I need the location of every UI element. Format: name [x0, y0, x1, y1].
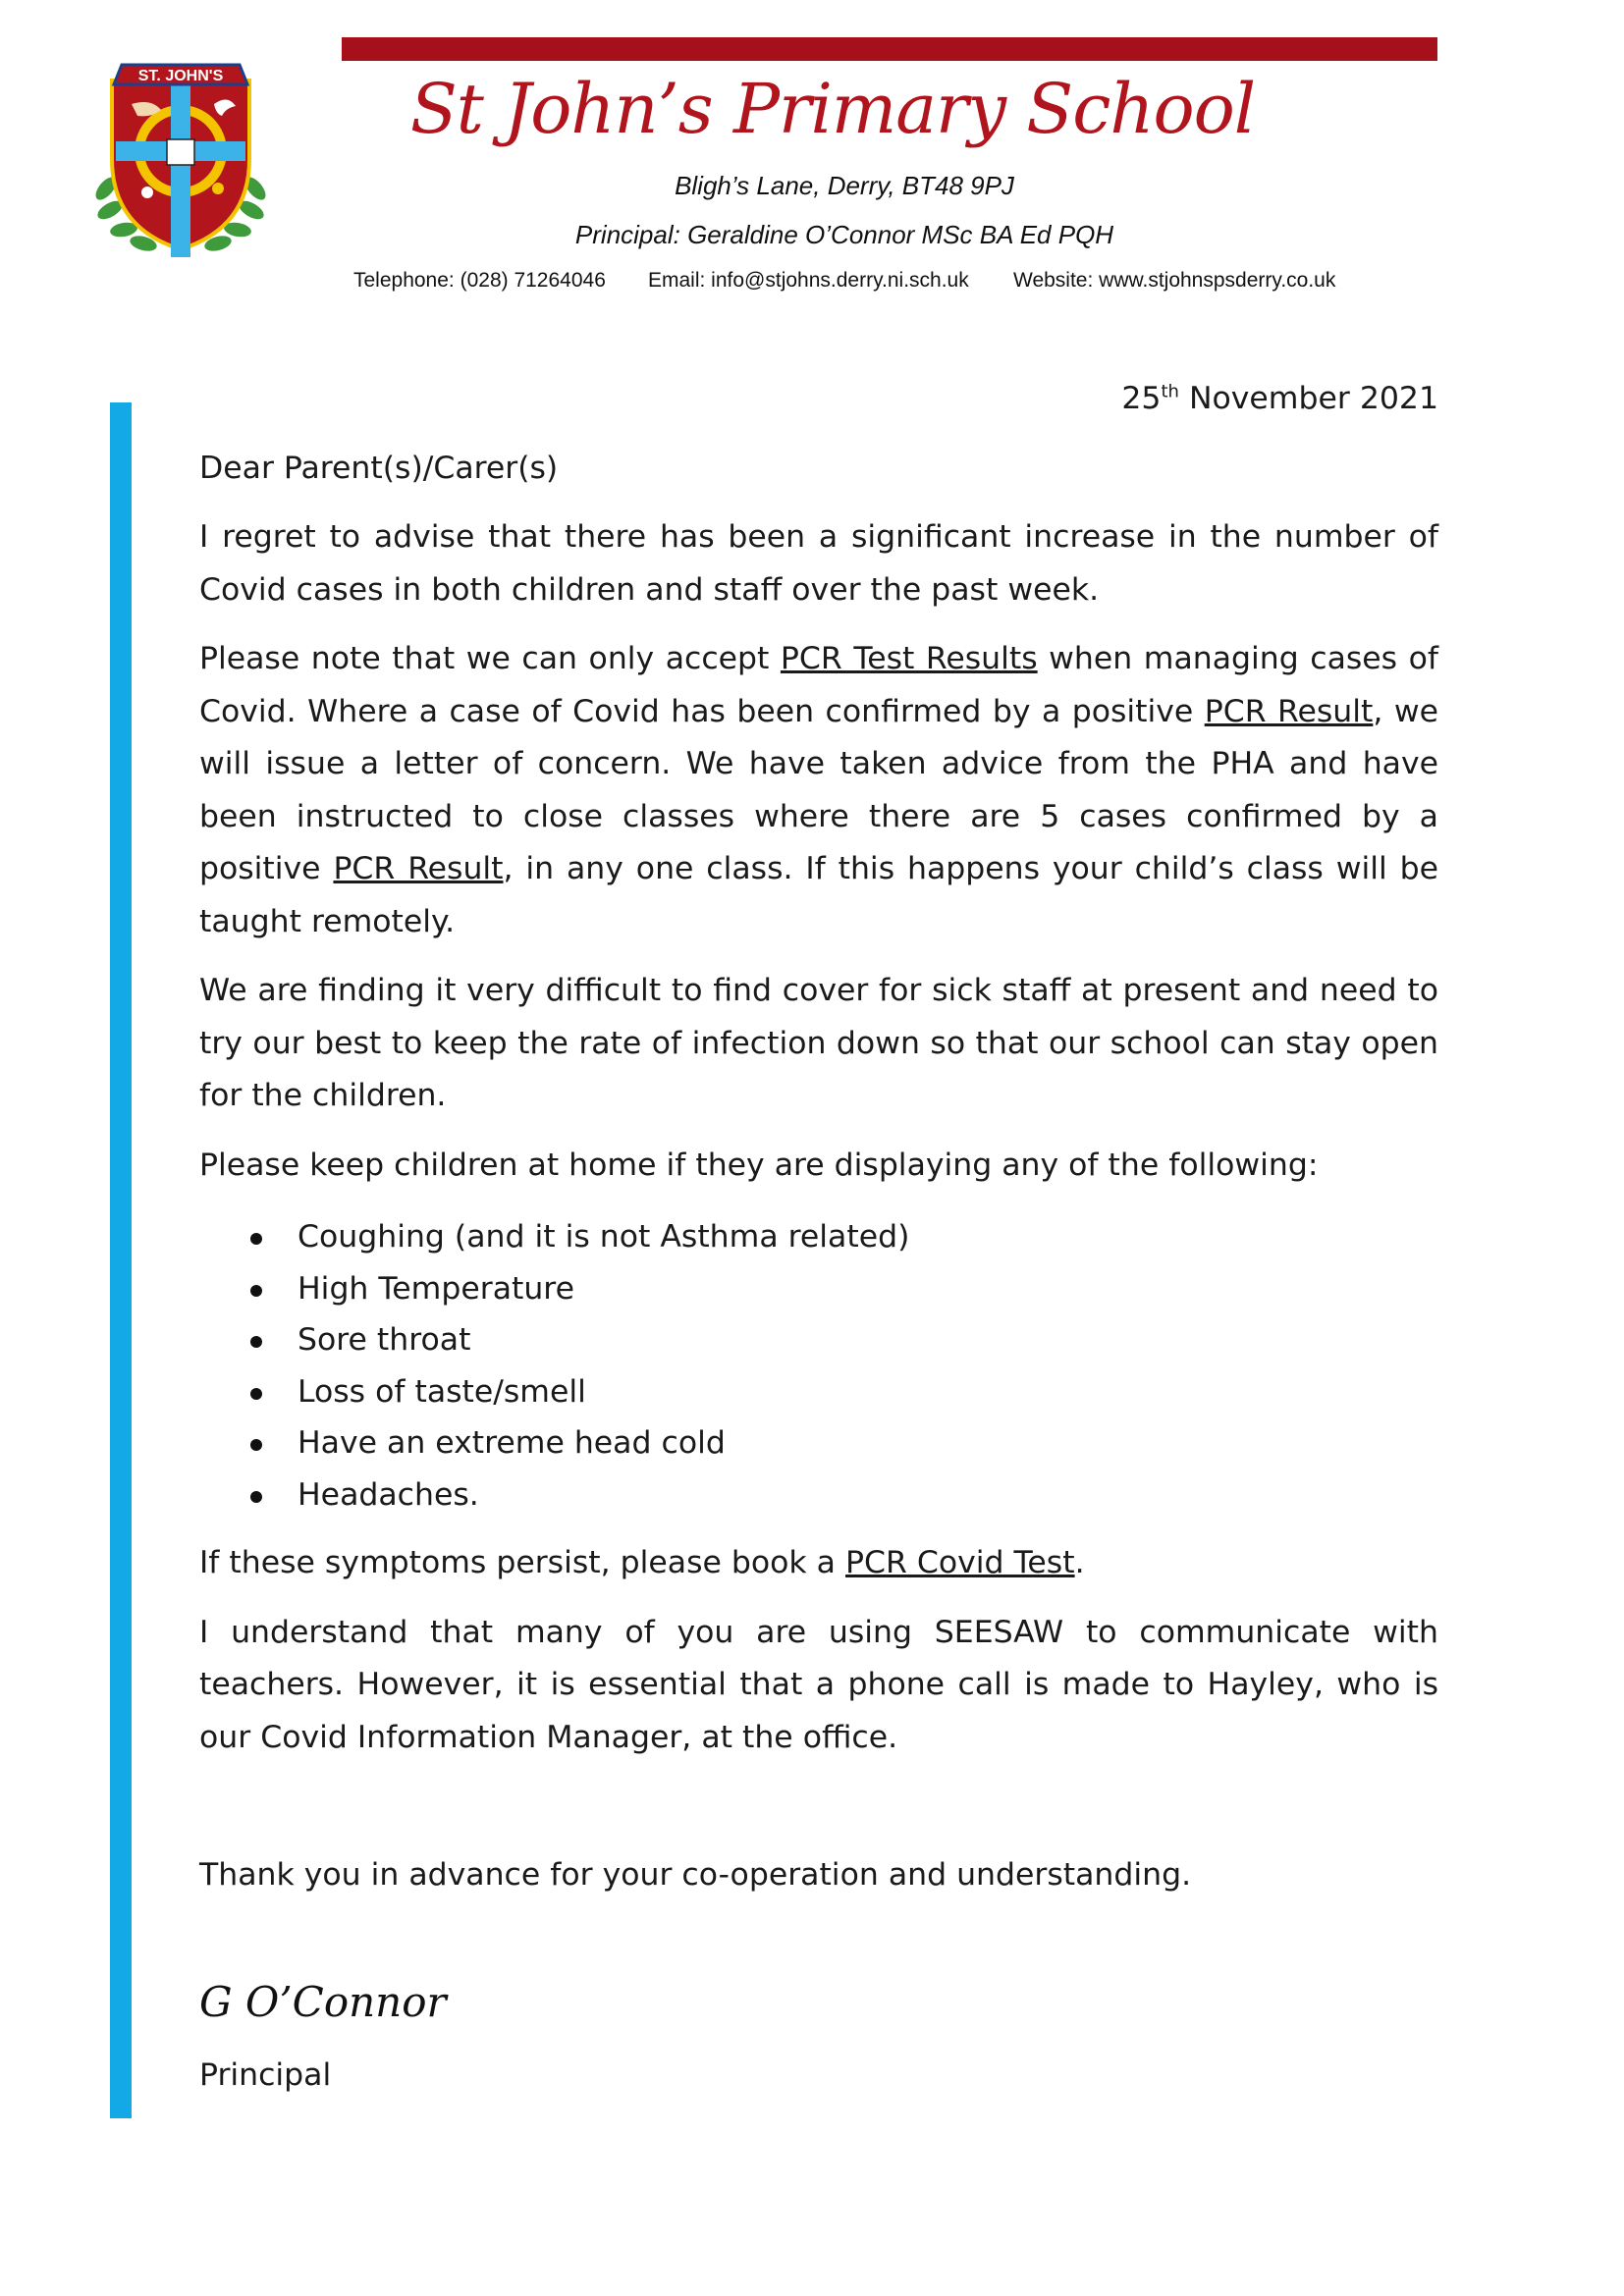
- paragraph-seesaw: I understand that many of you are using SEESAW to communicate with teachers. However, it is essential that a phone call is made to Hayley, who is our Covid Information Manager, at the office.: [199, 1614, 1438, 1755]
- letter-date: 25th November 2021: [1121, 381, 1438, 416]
- list-item: High Temperature: [199, 1263, 1438, 1315]
- signature: G O’Connor: [199, 1977, 447, 2026]
- list-item: Headaches.: [199, 1469, 1438, 1522]
- paragraph-keep-home: Please keep children at home if they are displaying any of the following:: [199, 1147, 1319, 1183]
- salutation: Dear Parent(s)/Carer(s): [199, 450, 559, 486]
- paragraph-book-test: If these symptoms persist, please book a PCR Covid Test.: [199, 1545, 1085, 1580]
- paragraph-pcr: Please note that we can only accept PCR Test Results when managing cases of Covid. Where a case of Covid has been confirmed by a positive PCR Result, we will issue a letter of concern. We have taken advice from the PHA and have been instructed to close classes where there are 5 cases confirmed by a positive PCR Result, in any one class. If this happens your child’s class will be taught remotely.: [199, 641, 1438, 939]
- symptom-list: [199, 1211, 1438, 1521]
- signatory-role: Principal: [199, 2056, 332, 2093]
- letter-body: [199, 373, 1438, 2102]
- bullet-icon: [250, 1388, 262, 1400]
- paragraph-staff-cover: We are finding it very difficult to find cover for sick staff at present and need to try our best to keep the rate of infection down so that our school can stay open for the children.: [199, 973, 1438, 1113]
- paragraph-increase: I regret to advise that there has been a significant increase in the number of Covid cases in both children and staff over the past week.: [199, 519, 1438, 608]
- website-text: Website: www.stjohnspsderry.co.uk: [1013, 269, 1336, 292]
- list-item: Sore throat: [199, 1314, 1438, 1366]
- telephone-text: Telephone: (028) 71264046: [353, 269, 606, 292]
- list-item: Have an extreme head cold: [199, 1417, 1438, 1469]
- bullet-icon: [250, 1439, 262, 1451]
- bullet-icon: [250, 1491, 262, 1503]
- email-text: Email: info@stjohns.derry.ni.sch.uk: [648, 269, 969, 292]
- school-address: Bligh’s Lane, Derry, BT48 9PJ: [675, 171, 1014, 200]
- side-accent-bar: [110, 402, 132, 2118]
- principal-line: Principal: Geraldine O’Connor MSc BA Ed PQH: [574, 220, 1114, 249]
- school-name: St John’s Primary School: [409, 69, 1256, 149]
- list-item: Loss of taste/smell: [199, 1366, 1438, 1418]
- bullet-icon: [250, 1336, 262, 1348]
- letterhead-red-bar: [342, 37, 1437, 61]
- paragraph-thanks: Thank you in advance for your co-operation and understanding.: [199, 1857, 1192, 1893]
- list-item: Coughing (and it is not Asthma related): [199, 1211, 1438, 1263]
- bullet-icon: [250, 1285, 262, 1297]
- svg-text:ST. JOHN'S: ST. JOHN'S: [137, 68, 224, 84]
- bullet-icon: [250, 1233, 262, 1245]
- school-crest-logo: [77, 41, 285, 263]
